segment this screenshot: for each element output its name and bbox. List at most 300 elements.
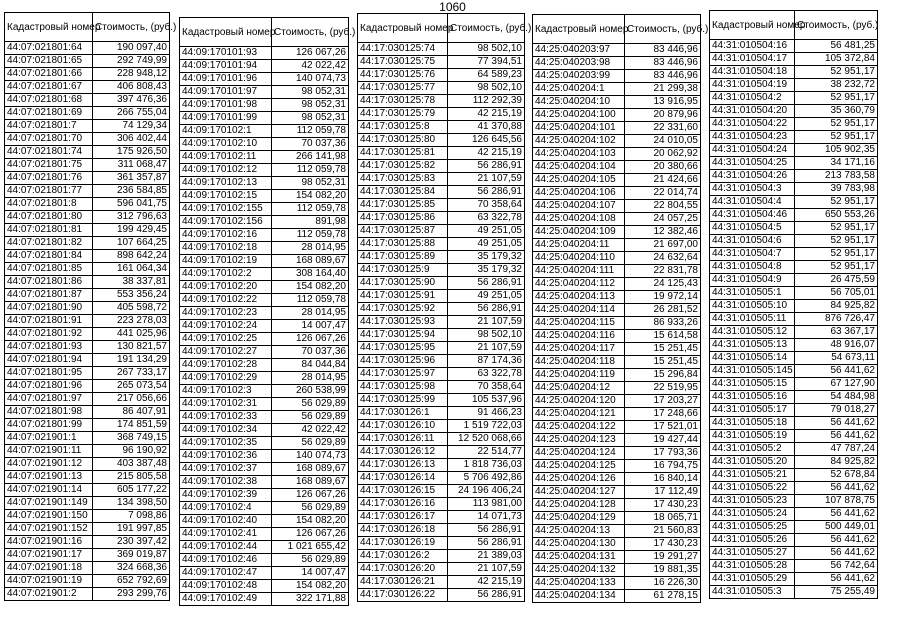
value-cell: 22 514,77 <box>448 446 525 459</box>
cadastral-number-cell: 44:07:021901:17 <box>5 549 93 562</box>
value-cell: 441 025,96 <box>93 328 170 341</box>
table-row <box>710 79 878 92</box>
cadastral-number-cell: 44:17:030125:88 <box>358 238 448 251</box>
value-cell: 24 010,05 <box>625 135 701 148</box>
cadastral-number-cell: 44:31:010504:8 <box>710 261 795 274</box>
table-row <box>5 120 170 133</box>
table-row <box>358 589 525 602</box>
value-cell: 405 598,72 <box>93 302 170 315</box>
table-row <box>533 135 701 148</box>
value-cell: 63 367,17 <box>795 326 878 339</box>
cadastral-number-cell: 44:07:021801:80 <box>5 211 93 224</box>
cadastral-number-cell: 44:17:030125:78 <box>358 95 448 108</box>
value-cell: 5 706 492,86 <box>448 472 525 485</box>
cadastral-number-cell: 44:17:030125:96 <box>358 355 448 368</box>
cadastral-number-cell: 44:09:170102:49 <box>180 593 272 606</box>
table-row <box>5 172 170 185</box>
page-number: 1060 <box>439 0 466 14</box>
cadastral-number-cell: 44:09:170102:34 <box>180 424 272 437</box>
cadastral-number-cell: 44:31:010504:25 <box>710 157 795 170</box>
table-row <box>533 343 701 356</box>
cadastral-number-cell: 44:31:010504:20 <box>710 105 795 118</box>
cadastral-number-cell: 44:17:030126:13 <box>358 459 448 472</box>
table-row <box>5 471 170 484</box>
cadastral-number-cell: 44:09:170102:41 <box>180 528 272 541</box>
value-cell: 70 358,64 <box>448 381 525 394</box>
value-cell: 83 446,96 <box>625 57 701 70</box>
cadastral-number-cell: 44:17:030125:74 <box>358 43 448 56</box>
value-cell: 56 286,91 <box>448 589 525 602</box>
cadastral-number-cell: 44:31:010505:22 <box>710 482 795 495</box>
cadastral-number-cell: 44:17:030125:84 <box>358 186 448 199</box>
value-cell: 500 449,01 <box>795 521 878 534</box>
cadastral-number-cell: 44:31:010505:21 <box>710 469 795 482</box>
cadastral-number-cell: 44:17:030126:22 <box>358 589 448 602</box>
value-cell: 22 014,74 <box>625 187 701 200</box>
table-row <box>710 573 878 586</box>
table-row <box>710 92 878 105</box>
value-cell: 113 981,00 <box>448 498 525 511</box>
cadastral-number-cell: 44:17:030125:9 <box>358 264 448 277</box>
cadastral-number-cell: 44:17:030125:87 <box>358 225 448 238</box>
table-row <box>5 575 170 588</box>
table-row <box>358 108 525 121</box>
table-row <box>533 161 701 174</box>
value-cell: 215 805,58 <box>93 471 170 484</box>
value-cell: 126 067,26 <box>272 528 349 541</box>
value-cell: 56 441,62 <box>795 508 878 521</box>
value-cell: 98 502,10 <box>448 329 525 342</box>
value-cell: 24 632,64 <box>625 252 701 265</box>
table-row <box>710 222 878 235</box>
value-cell: 168 089,67 <box>272 463 349 476</box>
cadastral-number-cell: 44:09:170101:98 <box>180 99 272 112</box>
value-cell: 54 484,98 <box>795 391 878 404</box>
table-row <box>180 203 349 216</box>
table-row <box>358 251 525 264</box>
cadastral-number-cell: 44:31:010505:1 <box>710 287 795 300</box>
cadastral-number-cell: 44:17:030126:2 <box>358 550 448 563</box>
table-row <box>358 381 525 394</box>
table-row <box>533 239 701 252</box>
table-row <box>5 315 170 328</box>
table-row <box>533 213 701 226</box>
cadastral-number-cell: 44:31:010505:2 <box>710 443 795 456</box>
cadastral-number-cell: 44:07:021901:12 <box>5 458 93 471</box>
table-row <box>5 393 170 406</box>
value-cell: 292 749,99 <box>93 55 170 68</box>
table-row <box>358 160 525 173</box>
table-row <box>180 60 349 73</box>
value-cell: 213 783,58 <box>795 170 878 183</box>
table-row <box>5 185 170 198</box>
cadastral-number-cell: 44:25:040204:124 <box>533 447 625 460</box>
value-cell: 56 742,64 <box>795 560 878 573</box>
cadastral-number-cell: 44:17:030126:15 <box>358 485 448 498</box>
value-cell: 70 358,64 <box>448 199 525 212</box>
value-cell: 267 733,17 <box>93 367 170 380</box>
value-cell: 126 067,26 <box>272 333 349 346</box>
table-row <box>710 261 878 274</box>
value-cell: 56 286,91 <box>448 537 525 550</box>
cadastral-number-cell: 44:25:040204:109 <box>533 226 625 239</box>
value-cell: 52 951,17 <box>795 248 878 261</box>
cadastral-number-cell: 44:09:170102:18 <box>180 242 272 255</box>
table-row <box>710 534 878 547</box>
table-row <box>180 151 349 164</box>
cadastral-number-cell: 44:07:021901:18 <box>5 562 93 575</box>
cadastral-number-cell: 44:07:021801:98 <box>5 406 93 419</box>
cadastral-number-cell: 44:07:021901:149 <box>5 497 93 510</box>
table-row <box>358 576 525 589</box>
value-cell: 174 851,59 <box>93 419 170 432</box>
table-row <box>5 419 170 432</box>
table-row <box>5 549 170 562</box>
value-cell: 21 389,03 <box>448 550 525 563</box>
table-row <box>710 378 878 391</box>
value-cell: 87 174,36 <box>448 355 525 368</box>
table-row <box>533 278 701 291</box>
cadastral-number-cell: 44:09:170102:37 <box>180 463 272 476</box>
table-row <box>180 268 349 281</box>
value-cell: 112 059,78 <box>272 294 349 307</box>
table-row <box>180 190 349 203</box>
table-row <box>180 138 349 151</box>
value-cell: 75 255,49 <box>795 586 878 599</box>
cadastral-number-cell: 44:17:030125:89 <box>358 251 448 264</box>
cadastral-number-cell: 44:09:170102:23 <box>180 307 272 320</box>
value-cell: 84 044,84 <box>272 359 349 372</box>
cadastral-number-cell: 44:09:170102:46 <box>180 554 272 567</box>
cadastral-number-cell: 44:31:010505:145 <box>710 365 795 378</box>
table-row <box>5 445 170 458</box>
value-cell: 96 190,92 <box>93 445 170 458</box>
table-row <box>180 294 349 307</box>
value-cell: 35 179,32 <box>448 264 525 277</box>
value-cell: 126 067,26 <box>272 489 349 502</box>
table-row <box>358 277 525 290</box>
table-row <box>180 346 349 359</box>
value-cell: 154 082,20 <box>272 580 349 593</box>
cadastral-number-cell: 44:25:040204:121 <box>533 408 625 421</box>
value-cell: 266 141,98 <box>272 151 349 164</box>
cadastral-number-cell: 44:31:010505:13 <box>710 339 795 352</box>
cadastral-number-cell: 44:09:170102:155 <box>180 203 272 216</box>
cadastral-number-cell: 44:25:040204:113 <box>533 291 625 304</box>
cadastral-number-cell: 44:07:021801:91 <box>5 315 93 328</box>
table-row <box>533 174 701 187</box>
cadastral-number-cell: 44:25:040204:120 <box>533 395 625 408</box>
cadastral-number-cell: 44:31:010505:18 <box>710 417 795 430</box>
table-row <box>533 369 701 382</box>
value-cell: 15 296,84 <box>625 369 701 382</box>
value-cell: 56 441,62 <box>795 534 878 547</box>
cadastral-number-cell: 44:25:040204:122 <box>533 421 625 434</box>
cadastral-number-cell: 44:17:030126:1 <box>358 407 448 420</box>
table-row <box>5 146 170 159</box>
table-row <box>5 458 170 471</box>
value-cell: 22 519,95 <box>625 382 701 395</box>
value-cell: 47 787,24 <box>795 443 878 456</box>
cadastral-number-cell: 44:09:170102:15 <box>180 190 272 203</box>
value-cell: 1 818 736,03 <box>448 459 525 472</box>
table-row <box>710 443 878 456</box>
table-row <box>710 430 878 443</box>
table-row <box>180 528 349 541</box>
cadastral-number-cell: 44:25:040204:129 <box>533 512 625 525</box>
cadastral-number-cell: 44:25:040204:104 <box>533 161 625 174</box>
table-row <box>5 211 170 224</box>
cadastral-number-cell: 44:25:040204:125 <box>533 460 625 473</box>
value-cell: 48 916,07 <box>795 339 878 352</box>
table-row <box>533 122 701 135</box>
cadastral-number-cell: 44:31:010504:16 <box>710 40 795 53</box>
value-cell: 16 226,30 <box>625 577 701 590</box>
table-row <box>533 83 701 96</box>
cadastral-number-cell: 44:07:021801:74 <box>5 146 93 159</box>
value-cell: 154 082,20 <box>272 190 349 203</box>
cadastral-number-cell: 44:25:040204:11 <box>533 239 625 252</box>
value-cell: 891,98 <box>272 216 349 229</box>
value-cell: 265 073,54 <box>93 380 170 393</box>
cadastral-number-cell: 44:07:021801:99 <box>5 419 93 432</box>
value-cell: 1 021 655,42 <box>272 541 349 554</box>
value-cell: 56 286,91 <box>448 160 525 173</box>
value-cell: 130 821,57 <box>93 341 170 354</box>
cadastral-number-cell: 44:31:010504:4 <box>710 196 795 209</box>
table-row <box>180 515 349 528</box>
cadastral-number-cell: 44:09:170101:93 <box>180 47 272 60</box>
table-row <box>358 446 525 459</box>
value-cell: 17 793,36 <box>625 447 701 460</box>
table-row <box>710 209 878 222</box>
value-cell: 7 098,86 <box>93 510 170 523</box>
cadastral-number-cell: 44:25:040204:115 <box>533 317 625 330</box>
table-row <box>180 86 349 99</box>
cadastral-number-cell: 44:07:021801:85 <box>5 263 93 276</box>
cadastral-number-cell: 44:07:021801:84 <box>5 250 93 263</box>
value-cell: 14 007,47 <box>272 320 349 333</box>
table-row <box>710 495 878 508</box>
value-cell: 596 041,75 <box>93 198 170 211</box>
cadastral-number-cell: 44:07:021801:7 <box>5 120 93 133</box>
value-cell: 61 278,15 <box>625 590 701 603</box>
cadastral-number-cell: 44:25:040204:112 <box>533 278 625 291</box>
cadastral-number-cell: 44:07:021801:96 <box>5 380 93 393</box>
table-row <box>533 434 701 447</box>
value-cell: 403 387,48 <box>93 458 170 471</box>
cadastral-number-cell: 44:07:021801:97 <box>5 393 93 406</box>
table-row <box>533 525 701 538</box>
value-cell: 52 951,17 <box>795 92 878 105</box>
table-row <box>358 550 525 563</box>
cadastral-number-cell: 44:09:170102:44 <box>180 541 272 554</box>
header-cadastral-number: Кадастровый номер <box>533 15 625 44</box>
cadastral-number-cell: 44:25:040204:117 <box>533 343 625 356</box>
cadastral-number-cell: 44:17:030125:81 <box>358 147 448 160</box>
cadastre-table-4 <box>532 14 709 603</box>
cadastral-number-cell: 44:25:040204:13 <box>533 525 625 538</box>
value-cell: 35 179,32 <box>448 251 525 264</box>
cadastral-number-cell: 44:07:021901:14 <box>5 484 93 497</box>
value-cell: 98 052,31 <box>272 86 349 99</box>
cadastre-table-3 <box>357 13 532 602</box>
value-cell: 38 337,81 <box>93 276 170 289</box>
table-row <box>358 316 525 329</box>
value-cell: 21 107,59 <box>448 173 525 186</box>
table-row <box>358 303 525 316</box>
table-row <box>180 125 349 138</box>
cadastral-number-cell: 44:31:010505:25 <box>710 521 795 534</box>
cadastral-number-cell: 44:17:030125:8 <box>358 121 448 134</box>
value-cell: 22 831,78 <box>625 265 701 278</box>
cadastral-number-cell: 44:31:010505:10 <box>710 300 795 313</box>
value-cell: 230 397,42 <box>93 536 170 549</box>
table-row <box>358 537 525 550</box>
value-cell: 42 022,42 <box>272 60 349 73</box>
value-cell: 56 441,62 <box>795 430 878 443</box>
table-row <box>533 148 701 161</box>
table-row <box>533 330 701 343</box>
cadastral-number-cell: 44:09:170102:22 <box>180 294 272 307</box>
value-cell: 126 067,26 <box>272 47 349 60</box>
table-row <box>5 263 170 276</box>
table-row <box>710 144 878 157</box>
value-cell: 17 430,23 <box>625 538 701 551</box>
cadastral-number-cell: 44:17:030125:79 <box>358 108 448 121</box>
header-value: Стоимость, (руб.) <box>272 18 349 47</box>
value-cell: 15 614,58 <box>625 330 701 343</box>
value-cell: 83 446,96 <box>625 70 701 83</box>
cadastral-number-cell: 44:17:030125:82 <box>358 160 448 173</box>
table-row <box>710 157 878 170</box>
table-row <box>358 43 525 56</box>
table-row <box>533 460 701 473</box>
value-cell: 1 519 722,03 <box>448 420 525 433</box>
table-row <box>180 164 349 177</box>
cadastral-number-cell: 44:17:030125:91 <box>358 290 448 303</box>
value-cell: 56 441,62 <box>795 417 878 430</box>
table-row <box>180 216 349 229</box>
cadastral-number-cell: 44:09:170101:99 <box>180 112 272 125</box>
table-row <box>180 359 349 372</box>
table-row <box>710 521 878 534</box>
value-cell: 199 429,45 <box>93 224 170 237</box>
table-row <box>180 437 349 450</box>
table-row <box>533 421 701 434</box>
cadastral-number-cell: 44:31:010504:2 <box>710 92 795 105</box>
table-row <box>180 489 349 502</box>
cadastral-number-cell: 44:09:170102:47 <box>180 567 272 580</box>
table-row <box>358 524 525 537</box>
cadastral-number-cell: 44:09:170102:20 <box>180 281 272 294</box>
value-cell: 112 059,78 <box>272 125 349 138</box>
value-cell: 56 029,89 <box>272 437 349 450</box>
value-cell: 21 424,66 <box>625 174 701 187</box>
table-row <box>710 469 878 482</box>
value-cell: 154 082,20 <box>272 515 349 528</box>
value-cell: 86 933,26 <box>625 317 701 330</box>
cadastral-number-cell: 44:25:040204:131 <box>533 551 625 564</box>
cadastral-number-cell: 44:17:030125:97 <box>358 368 448 381</box>
table-row <box>533 499 701 512</box>
value-cell: 19 972,14 <box>625 291 701 304</box>
value-cell: 49 251,05 <box>448 225 525 238</box>
table-row <box>710 53 878 66</box>
value-cell: 56 705,01 <box>795 287 878 300</box>
value-cell: 21 299,38 <box>625 83 701 96</box>
cadastral-number-cell: 44:31:010505:27 <box>710 547 795 560</box>
value-cell: 876 726,47 <box>795 313 878 326</box>
table-row <box>5 289 170 302</box>
cadastral-number-cell: 44:07:021801:87 <box>5 289 93 302</box>
value-cell: 161 064,34 <box>93 263 170 276</box>
value-cell: 368 749,15 <box>93 432 170 445</box>
cadastral-number-cell: 44:31:010505:29 <box>710 573 795 586</box>
cadastral-number-cell: 44:09:170102:4 <box>180 502 272 515</box>
cadastral-number-cell: 44:07:021801:67 <box>5 81 93 94</box>
cadastral-number-cell: 44:09:170102:12 <box>180 164 272 177</box>
cadastral-number-cell: 44:07:021801:94 <box>5 354 93 367</box>
cadastral-number-cell: 44:17:030126:19 <box>358 537 448 550</box>
value-cell: 105 372,84 <box>795 53 878 66</box>
table-row <box>180 255 349 268</box>
table-row <box>5 159 170 172</box>
value-cell: 16 794,75 <box>625 460 701 473</box>
cadastral-number-cell: 44:09:170102:31 <box>180 398 272 411</box>
cadastral-number-cell: 44:07:021901:19 <box>5 575 93 588</box>
value-cell: 19 291,27 <box>625 551 701 564</box>
table-row <box>5 107 170 120</box>
cadastral-number-cell: 44:31:010505:15 <box>710 378 795 391</box>
table-row <box>710 66 878 79</box>
table-row <box>533 70 701 83</box>
value-cell: 67 127,90 <box>795 378 878 391</box>
cadastral-number-cell: 44:25:040204:133 <box>533 577 625 590</box>
cadastral-number-cell: 44:31:010505:11 <box>710 313 795 326</box>
cadastral-number-cell: 44:25:040204:126 <box>533 473 625 486</box>
value-cell: 52 951,17 <box>795 222 878 235</box>
table-row <box>710 170 878 183</box>
value-cell: 42 215,19 <box>448 108 525 121</box>
table-row <box>533 96 701 109</box>
value-cell: 21 107,59 <box>448 342 525 355</box>
value-cell: 112 059,78 <box>272 203 349 216</box>
cadastral-number-cell: 44:07:021801:82 <box>5 237 93 250</box>
table-row <box>710 131 878 144</box>
table-row <box>358 290 525 303</box>
table-row <box>533 291 701 304</box>
value-cell: 21 107,59 <box>448 316 525 329</box>
value-cell: 42 215,19 <box>448 576 525 589</box>
table-row <box>5 42 170 55</box>
cadastral-number-cell: 44:25:040204:107 <box>533 200 625 213</box>
cadastral-number-cell: 44:17:030125:77 <box>358 82 448 95</box>
value-cell: 15 251,45 <box>625 356 701 369</box>
table-row <box>358 212 525 225</box>
table-row <box>180 112 349 125</box>
value-cell: 70 037,36 <box>272 346 349 359</box>
value-cell: 83 446,96 <box>625 44 701 57</box>
cadastral-number-cell: 44:09:170102:27 <box>180 346 272 359</box>
table-row <box>533 252 701 265</box>
value-cell: 54 673,11 <box>795 352 878 365</box>
value-cell: 63 322,78 <box>448 212 525 225</box>
table-row <box>5 510 170 523</box>
table-row <box>358 199 525 212</box>
table-row <box>358 95 525 108</box>
table-row <box>358 563 525 576</box>
